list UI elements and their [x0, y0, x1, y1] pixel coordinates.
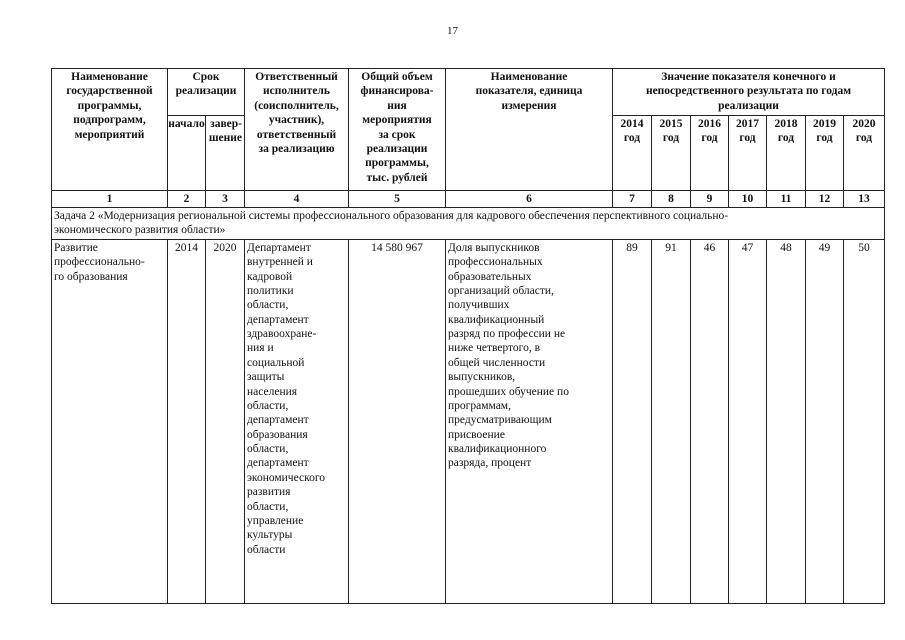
header-year-2016: 2016 год [691, 116, 729, 191]
page-number: 17 [447, 25, 458, 37]
header-start: начало [168, 116, 206, 191]
funding-cell: 14 580 967 [349, 239, 446, 603]
end-year-cell: 2020 [206, 239, 245, 603]
column-number: 12 [806, 191, 844, 208]
column-number: 1 [52, 191, 168, 208]
column-number: 4 [245, 191, 349, 208]
header-year-2017: 2017 год [729, 116, 767, 191]
start-year-cell: 2014 [168, 239, 206, 603]
value-2017-cell: 47 [729, 239, 767, 603]
header-funding: Общий объем финансирова- ния мероприятия за срок реализации программы, тыс. рублей [349, 69, 446, 191]
column-numbers-row [52, 191, 885, 208]
column-number: 9 [691, 191, 729, 208]
header-end: завер- шение [206, 116, 245, 191]
column-number: 6 [446, 191, 613, 208]
program-name-cell: Развитие профессионально- го образования [52, 239, 168, 603]
header-indicator: Наименование показателя, единица измерения [446, 69, 613, 191]
header-year-2019: 2019 год [806, 116, 844, 191]
column-number: 7 [613, 191, 652, 208]
column-number: 5 [349, 191, 446, 208]
value-2016-cell: 46 [691, 239, 729, 603]
program-table [51, 68, 885, 604]
column-number: 13 [844, 191, 885, 208]
value-2020-cell: 50 [844, 239, 885, 603]
task-title: Задача 2 «Модернизация региональной системы профессионального образования для кадрового обеспечения перспективного социально- экономического развития области» [52, 208, 885, 240]
value-2019-cell: 49 [806, 239, 844, 603]
header-year-2020: 2020 год [844, 116, 885, 191]
header-responsible: Ответственный исполнитель (соисполнитель, участник), ответственный за реализацию [245, 69, 349, 191]
column-number: 3 [206, 191, 245, 208]
column-number: 2 [168, 191, 206, 208]
column-number: 8 [652, 191, 691, 208]
value-2014-cell: 89 [613, 239, 652, 603]
responsible-cell: Департамент внутренней и кадровой политики области, департамент здравоохране- ния и социальной защиты населения области, департамент образования области, департамент экономического развития области, управление культуры области [245, 239, 349, 603]
value-2015-cell: 91 [652, 239, 691, 603]
header-year-2018: 2018 год [767, 116, 806, 191]
header-program-name: Наименование государственной программы, подпрограмм, мероприятий [52, 69, 168, 191]
header-indicator-values: Значение показателя конечного и непосредственного результата по годам реализации [613, 69, 885, 116]
column-number: 10 [729, 191, 767, 208]
header-year-2014: 2014 год [613, 116, 652, 191]
column-number: 11 [767, 191, 806, 208]
header-implementation-period: Срок реализации [168, 69, 245, 116]
table-row [52, 239, 885, 603]
indicator-cell: Доля выпускников профессиональных образовательных организаций области, получивших квалификационный разряд по профессии не ниже четвертого, в общей численности выпускников, прошедших обучение по программам, предусматривающим присвоение квалификационного разряда, процент [446, 239, 613, 603]
value-2018-cell: 48 [767, 239, 806, 603]
header-year-2015: 2015 год [652, 116, 691, 191]
